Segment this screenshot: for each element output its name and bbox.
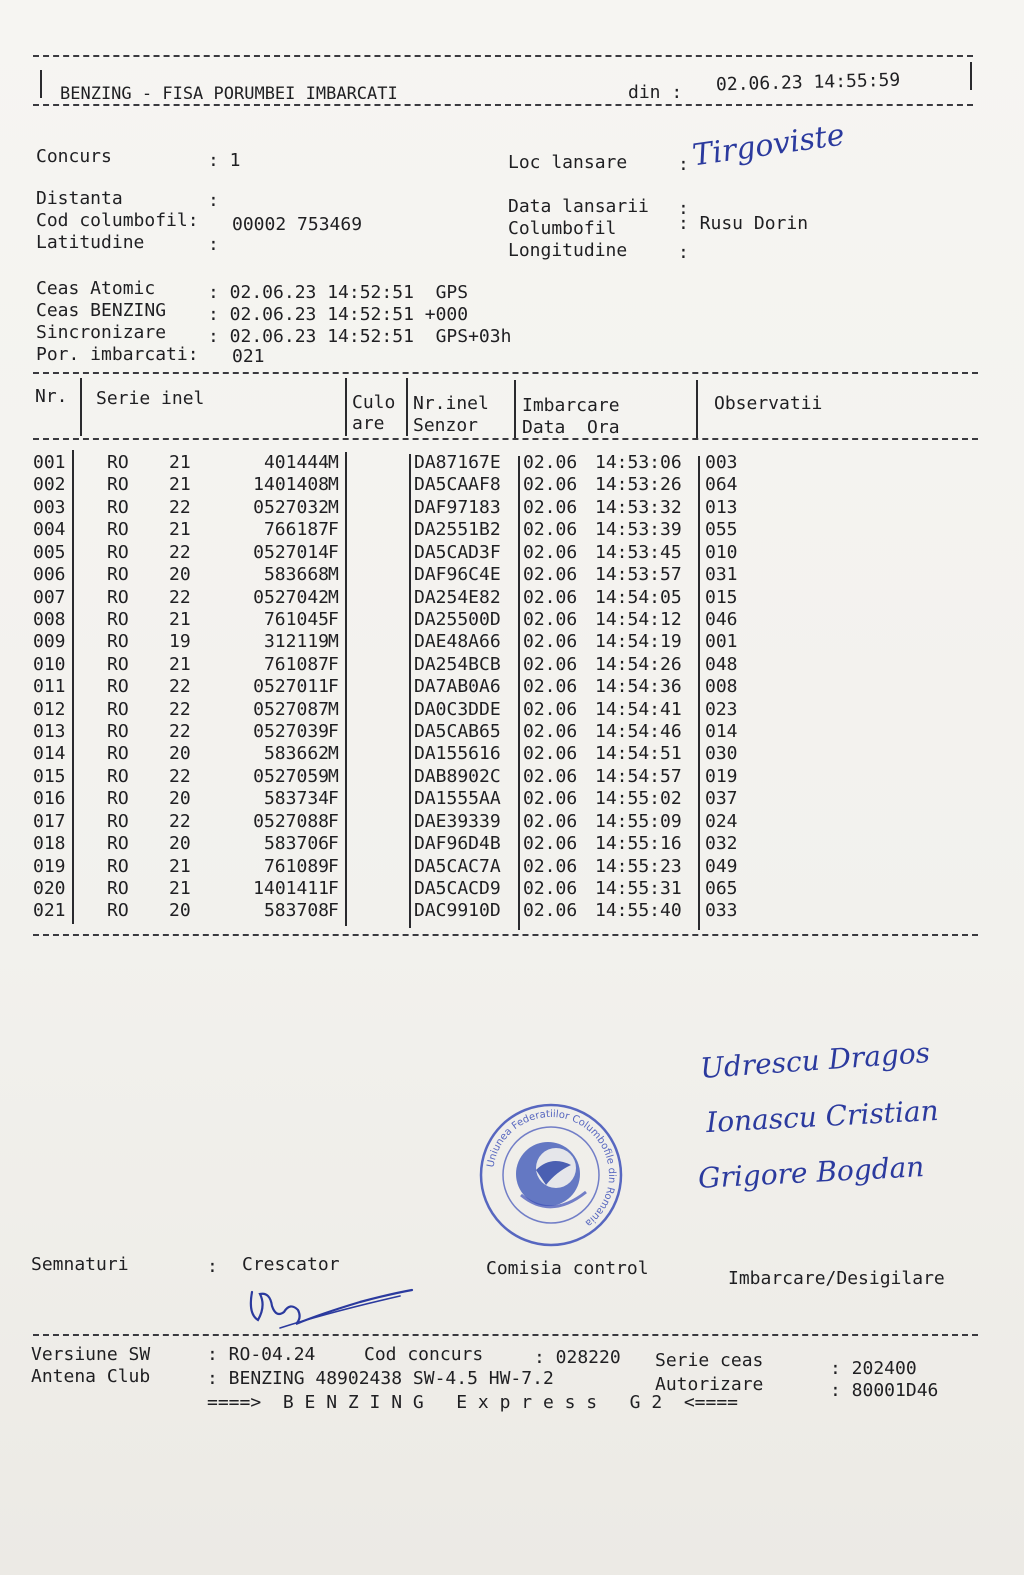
cell-an: 19: [169, 631, 191, 653]
cell-obs: 013: [705, 496, 738, 518]
cell-tara: RO: [107, 833, 129, 855]
crescator-label: Crescator: [242, 1254, 340, 1275]
col-header-data-ora: Data Ora: [522, 417, 620, 438]
cell-inel: 0527032: [253, 496, 329, 518]
cell-tara: RO: [107, 541, 129, 563]
table-row: [33, 811, 753, 833]
cell-nr: 021: [33, 900, 66, 922]
federation-seal-icon: [476, 1100, 626, 1250]
cell-ora: 14:55:40: [595, 900, 682, 922]
columbofil-label: Columbofil: [508, 218, 617, 239]
cell-obs: 014: [705, 721, 738, 743]
cell-sex: M: [328, 452, 339, 473]
cell-an: 21: [169, 452, 191, 473]
cell-tara: RO: [107, 788, 129, 810]
cell-obs: 019: [705, 765, 738, 787]
cell-obs: 032: [705, 833, 738, 855]
cell-data: 02.06: [523, 788, 578, 810]
cell-data: 02.06: [523, 765, 578, 787]
cell-data: 02.06: [523, 855, 578, 877]
table-header-separator: [33, 438, 978, 440]
versiune-sw-label: Versiune SW: [31, 1344, 151, 1365]
cell-tara: RO: [107, 900, 129, 922]
cell-nr: 011: [33, 676, 66, 698]
columbofil-value: : Rusu Dorin: [678, 213, 809, 234]
cell-nr: 007: [33, 586, 66, 608]
header-bottom-border: [33, 104, 973, 106]
ceas-atomic-value: : 02.06.23 14:52:51 GPS: [208, 282, 469, 303]
cell-ora: 14:53:39: [595, 519, 682, 541]
sincronizare-value: : 02.06.23 14:52:51 GPS+03h: [208, 326, 512, 347]
cell-data: 02.06: [523, 474, 578, 496]
table-row: [33, 856, 753, 878]
table-row: [33, 497, 753, 519]
cell-senzor: DA87167E: [414, 452, 501, 473]
cell-data: 02.06: [523, 676, 578, 698]
cell-nr: 002: [33, 474, 66, 496]
cell-senzor: DAF96C4E: [414, 564, 501, 586]
cell-inel: 583662: [263, 743, 329, 765]
cell-sex: M: [328, 765, 339, 787]
cell-sex: M: [328, 631, 339, 653]
cell-an: 21: [169, 519, 191, 541]
cell-sex: M: [328, 743, 339, 765]
cell-senzor: DA7AB0A6: [414, 676, 501, 698]
cell-an: 22: [169, 586, 191, 608]
cell-senzor: DA5CACD9: [414, 877, 501, 899]
cell-data: 02.06: [523, 564, 578, 586]
table-bottom-border: [33, 934, 978, 936]
header-right-border: [970, 62, 972, 90]
cell-senzor: DAE39339: [414, 810, 501, 832]
ceas-atomic-label: Ceas Atomic: [36, 278, 156, 299]
cell-sex: M: [328, 496, 339, 518]
cell-ora: 14:54:36: [595, 676, 682, 698]
cell-inel: 761045: [263, 608, 329, 630]
cell-obs: 001: [705, 631, 738, 653]
cell-tara: RO: [107, 743, 129, 765]
cell-obs: 049: [705, 855, 738, 877]
cell-tara: RO: [107, 519, 129, 541]
col-header-imbarcare: Imbarcare: [522, 395, 620, 416]
versiune-sw-value: : RO-04.24: [207, 1344, 316, 1365]
cell-sex: M: [328, 586, 339, 608]
din-label: din :: [628, 82, 683, 103]
cell-ora: 14:55:31: [595, 877, 682, 899]
cell-senzor: DA2551B2: [414, 519, 501, 541]
sincronizare-label: Sincronizare: [36, 322, 167, 343]
cell-senzor: DA5CAAF8: [414, 474, 501, 496]
distanta-value: :: [208, 190, 219, 211]
table-row: [33, 676, 753, 698]
autorizare-label: Autorizare: [655, 1374, 764, 1395]
cell-obs: 033: [705, 900, 738, 922]
header-divider-3: [406, 378, 408, 436]
cell-inel: 583706: [263, 833, 329, 855]
benzing-express-banner: ====> B E N Z I N G E x p r e s s G 2 <====: [207, 1392, 739, 1413]
cell-tara: RO: [107, 631, 129, 653]
cod-columbofil-label: Cod columbofil:: [36, 210, 199, 231]
cell-obs: 031: [705, 564, 738, 586]
cell-sex: F: [328, 608, 339, 630]
cell-ora: 14:54:51: [595, 743, 682, 765]
cell-sex: F: [328, 810, 339, 832]
table-top-border: [33, 372, 978, 374]
cell-nr: 013: [33, 721, 66, 743]
cell-sex: F: [328, 855, 339, 877]
col-header-nr: Nr.: [35, 386, 68, 407]
table-row: [33, 474, 753, 496]
cell-data: 02.06: [523, 452, 578, 473]
distanta-label: Distanta: [36, 188, 123, 209]
cell-data: 02.06: [523, 586, 578, 608]
cell-nr: 015: [33, 765, 66, 787]
porumbei-imbarcati-label: Por. imbarcati:: [36, 344, 199, 365]
table-row: [33, 900, 753, 922]
cell-ora: 14:54:26: [595, 653, 682, 675]
cell-senzor: DAB8902C: [414, 765, 501, 787]
cell-inel: 1401411: [253, 877, 329, 899]
cell-inel: 0527059: [253, 765, 329, 787]
antena-club-value: : BENZING 48902438 SW-4.5 HW-7.2: [207, 1368, 554, 1389]
cell-tara: RO: [107, 855, 129, 877]
cell-data: 02.06: [523, 496, 578, 518]
ceas-benzing-value: : 02.06.23 14:52:51 +000: [208, 304, 469, 325]
cell-senzor: DA254E82: [414, 586, 501, 608]
cell-nr: 006: [33, 564, 66, 586]
cell-an: 21: [169, 653, 191, 675]
cell-nr: 004: [33, 519, 66, 541]
crescator-signature-icon: [240, 1284, 430, 1336]
handwritten-name-3: Grigore Bogdan: [697, 1150, 926, 1195]
table-row: [33, 631, 753, 653]
cell-senzor: DAC9910D: [414, 900, 501, 922]
table-row: [33, 452, 753, 474]
table-row: [33, 654, 753, 676]
cell-ora: 14:54:46: [595, 721, 682, 743]
cell-senzor: DAE48A66: [414, 631, 501, 653]
header-divider-1: [80, 378, 82, 436]
cell-sex: M: [328, 474, 339, 496]
autorizare-value: : 80001D46: [830, 1380, 939, 1401]
cell-tara: RO: [107, 586, 129, 608]
cell-an: 20: [169, 900, 191, 922]
cell-tara: RO: [107, 474, 129, 496]
cell-senzor: DAF97183: [414, 496, 501, 518]
cell-inel: 583734: [263, 788, 329, 810]
cell-an: 22: [169, 496, 191, 518]
latitudine-label: Latitudine: [36, 232, 145, 253]
cod-concurs-label: Cod concurs: [364, 1344, 484, 1365]
latitudine-value: :: [208, 234, 219, 255]
cell-nr: 017: [33, 810, 66, 832]
cell-obs: 008: [705, 676, 738, 698]
col-header-are: are: [352, 413, 385, 434]
cell-ora: 14:53:32: [595, 496, 682, 518]
cell-an: 21: [169, 608, 191, 630]
cell-tara: RO: [107, 676, 129, 698]
table-row: [33, 564, 753, 586]
cell-an: 22: [169, 698, 191, 720]
cell-inel: 0527042: [253, 586, 329, 608]
cell-obs: 003: [705, 452, 738, 473]
cell-data: 02.06: [523, 900, 578, 922]
cell-inel: 761089: [263, 855, 329, 877]
longitudine-label: Longitudine: [508, 240, 628, 261]
table-row: [33, 878, 753, 900]
cell-data: 02.06: [523, 743, 578, 765]
cell-nr: 001: [33, 452, 66, 473]
cell-ora: 14:54:12: [595, 608, 682, 630]
table-row: [33, 788, 753, 810]
cell-nr: 005: [33, 541, 66, 563]
cell-an: 22: [169, 721, 191, 743]
cell-sex: F: [328, 721, 339, 743]
cell-inel: 583708: [263, 900, 329, 922]
concurs-value: : 1: [208, 150, 241, 171]
cell-nr: 010: [33, 653, 66, 675]
cell-data: 02.06: [523, 519, 578, 541]
cell-tara: RO: [107, 810, 129, 832]
header-left-border: [40, 70, 42, 98]
cell-obs: 010: [705, 541, 738, 563]
col-header-serie: Serie inel: [96, 388, 205, 409]
handwritten-name-1: Udrescu Dragos: [699, 1036, 932, 1085]
cell-ora: 14:55:16: [595, 833, 682, 855]
cell-nr: 014: [33, 743, 66, 765]
cell-obs: 046: [705, 608, 738, 630]
table-row: [33, 833, 753, 855]
cell-obs: 055: [705, 519, 738, 541]
cell-ora: 14:53:57: [595, 564, 682, 586]
cell-senzor: DA5CAC7A: [414, 855, 501, 877]
cell-inel: 312119: [263, 631, 329, 653]
cell-nr: 019: [33, 855, 66, 877]
col-header-observatii: Observatii: [714, 393, 823, 414]
cell-inel: 0527039: [253, 721, 329, 743]
serie-ceas-value: : 202400: [830, 1358, 917, 1379]
cell-an: 22: [169, 810, 191, 832]
cell-sex: M: [328, 698, 339, 720]
cell-nr: 003: [33, 496, 66, 518]
col-header-senzor: Senzor: [413, 415, 479, 436]
cell-nr: 009: [33, 631, 66, 653]
cell-inel: 0527014: [253, 541, 329, 563]
cell-senzor: DAF96D4B: [414, 833, 501, 855]
cell-ora: 14:53:26: [595, 474, 682, 496]
document-title: BENZING - FISA PORUMBEI IMBARCATI: [60, 84, 398, 104]
cell-data: 02.06: [523, 653, 578, 675]
cell-tara: RO: [107, 608, 129, 630]
cell-tara: RO: [107, 721, 129, 743]
loc-lansare-colon: :: [678, 154, 689, 175]
cell-an: 22: [169, 541, 191, 563]
antena-club-label: Antena Club: [31, 1366, 151, 1387]
serie-ceas-label: Serie ceas: [655, 1350, 764, 1371]
cell-senzor: DA254BCB: [414, 653, 501, 675]
cell-ora: 14:53:06: [595, 452, 682, 473]
cell-ora: 14:55:23: [595, 855, 682, 877]
cell-nr: 018: [33, 833, 66, 855]
cell-an: 22: [169, 765, 191, 787]
cell-sex: F: [328, 541, 339, 563]
cell-sex: F: [328, 788, 339, 810]
cell-nr: 020: [33, 877, 66, 899]
cell-inel: 1401408: [253, 474, 329, 496]
cell-tara: RO: [107, 877, 129, 899]
table-row: [33, 766, 753, 788]
longitudine-value: :: [678, 242, 689, 263]
cell-an: 22: [169, 676, 191, 698]
cell-senzor: DA25500D: [414, 608, 501, 630]
cell-an: 21: [169, 877, 191, 899]
cell-an: 20: [169, 833, 191, 855]
table-row: [33, 609, 753, 631]
cell-inel: 583668: [263, 564, 329, 586]
cell-inel: 401444: [263, 452, 329, 473]
cell-sex: M: [328, 564, 339, 586]
cell-tara: RO: [107, 564, 129, 586]
cell-ora: 14:53:45: [595, 541, 682, 563]
imbarcare-desigilare-label: Imbarcare/Desigilare: [728, 1268, 945, 1289]
cell-obs: 030: [705, 743, 738, 765]
cell-data: 02.06: [523, 541, 578, 563]
cell-ora: 14:54:05: [595, 586, 682, 608]
cell-ora: 14:54:19: [595, 631, 682, 653]
cell-senzor: DA1555AA: [414, 788, 501, 810]
cell-obs: 065: [705, 877, 738, 899]
cell-tara: RO: [107, 765, 129, 787]
col-header-culo: Culo: [352, 392, 396, 413]
cell-sex: F: [328, 877, 339, 899]
cell-obs: 048: [705, 653, 738, 675]
cell-an: 21: [169, 474, 191, 496]
semnaturi-colon: :: [207, 1256, 218, 1277]
cell-tara: RO: [107, 452, 129, 473]
loc-lansare-label: Loc lansare: [508, 152, 628, 173]
cell-data: 02.06: [523, 698, 578, 720]
cell-ora: 14:54:57: [595, 765, 682, 787]
table-row: [33, 699, 753, 721]
cod-concurs-value: : 028220: [534, 1347, 621, 1368]
cell-senzor: DA5CAD3F: [414, 541, 501, 563]
header-divider-2: [345, 378, 347, 436]
handwritten-name-2: Ionascu Cristian: [705, 1093, 940, 1140]
header-divider-4: [514, 380, 516, 438]
table-row: [33, 519, 753, 541]
cell-data: 02.06: [523, 608, 578, 630]
din-value: 02.06.23 14:55:59: [715, 69, 901, 96]
col-header-nrinel: Nr.inel: [413, 393, 489, 414]
cell-inel: 766187: [263, 519, 329, 541]
cell-sex: F: [328, 900, 339, 922]
cell-data: 02.06: [523, 631, 578, 653]
cell-sex: F: [328, 519, 339, 541]
data-lansarii-colon: :: [678, 198, 689, 219]
data-lansarii-label: Data lansarii: [508, 196, 649, 217]
cell-senzor: DA0C3DDE: [414, 698, 501, 720]
cell-data: 02.06: [523, 833, 578, 855]
cell-inel: 761087: [263, 653, 329, 675]
cell-nr: 016: [33, 788, 66, 810]
table-row: [33, 721, 753, 743]
semnaturi-label: Semnaturi: [31, 1254, 129, 1275]
cell-nr: 012: [33, 698, 66, 720]
ceas-benzing-label: Ceas BENZING: [36, 300, 167, 321]
cell-an: 21: [169, 855, 191, 877]
cell-data: 02.06: [523, 721, 578, 743]
cell-an: 20: [169, 788, 191, 810]
cell-ora: 14:54:41: [595, 698, 682, 720]
cell-senzor: DA5CAB65: [414, 721, 501, 743]
loc-lansare-handwritten: Tirgoviste: [690, 117, 847, 174]
concurs-label: Concurs: [36, 146, 112, 167]
cell-obs: 023: [705, 698, 738, 720]
cell-inel: 0527087: [253, 698, 329, 720]
cell-tara: RO: [107, 496, 129, 518]
header-divider-5: [696, 380, 698, 438]
cell-inel: 0527088: [253, 810, 329, 832]
cell-an: 20: [169, 743, 191, 765]
porumbei-imbarcati-value: 021: [232, 346, 265, 367]
cell-obs: 015: [705, 586, 738, 608]
cell-data: 02.06: [523, 810, 578, 832]
cell-an: 20: [169, 564, 191, 586]
table-row: [33, 587, 753, 609]
cell-inel: 0527011: [253, 676, 329, 698]
table-row: [33, 743, 753, 765]
cell-ora: 14:55:02: [595, 788, 682, 810]
footer-top-border: [33, 1334, 978, 1336]
cell-senzor: DA155616: [414, 743, 501, 765]
cell-ora: 14:55:09: [595, 810, 682, 832]
cell-data: 02.06: [523, 877, 578, 899]
cod-columbofil-value: 00002 753469: [232, 214, 363, 235]
cell-nr: 008: [33, 608, 66, 630]
header-top-border: [33, 55, 973, 57]
cell-tara: RO: [107, 698, 129, 720]
cell-sex: F: [328, 676, 339, 698]
cell-sex: F: [328, 653, 339, 675]
cell-sex: F: [328, 833, 339, 855]
cell-obs: 037: [705, 788, 738, 810]
cell-obs: 064: [705, 474, 738, 496]
seal-ring-text: Uniunea Federatiilor Columbofile din Romania: [485, 1108, 618, 1229]
table-row: [33, 542, 753, 564]
cell-obs: 024: [705, 810, 738, 832]
comisia-control-label: Comisia control: [486, 1258, 649, 1279]
cell-tara: RO: [107, 653, 129, 675]
